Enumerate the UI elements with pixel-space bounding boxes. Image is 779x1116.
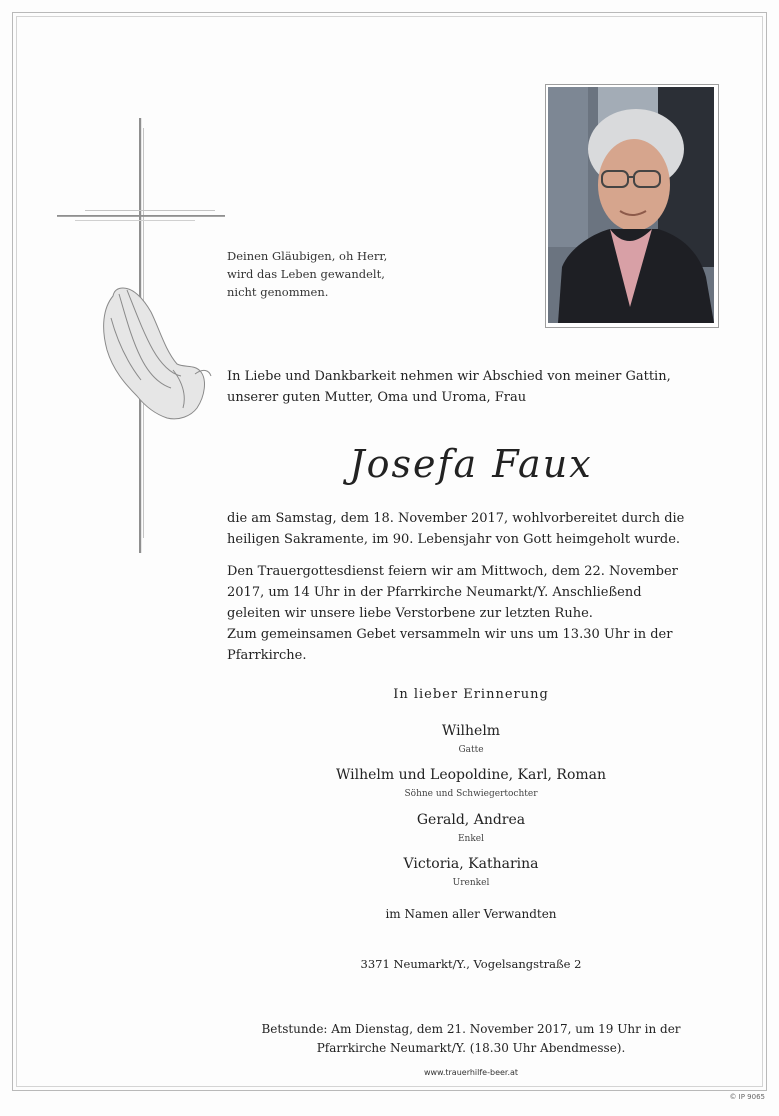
service-line: 2017, um 14 Uhr in der Pfarrkirche Neumarkt/Y. Anschließend — [227, 585, 642, 600]
service-line: Zum gemeinsamen Gebet versammeln wir uns um 13.30 Uhr in der — [227, 627, 673, 642]
death-notice-line: die am Samstag, dem 18. November 2017, wohlvorbereitet durch die — [227, 511, 685, 526]
mourner-role: Urenkel — [452, 878, 490, 888]
mourner-role: Enkel — [457, 834, 485, 844]
death-notice — [227, 508, 715, 550]
copyright-note: © IP 9065 — [729, 1093, 765, 1101]
mourner-role: Gatte — [458, 745, 484, 755]
mourner-names: Wilhelm und Leopoldine, Karl, Roman — [335, 767, 607, 783]
intro-text — [227, 366, 715, 408]
service-line: Pfarrkirche. — [227, 648, 307, 663]
service-line: Den Trauergottesdienst feiern wir am Mittwoch, dem 22. November — [227, 564, 678, 579]
prayer-line: Betstunde: Am Dienstag, dem 21. November 2017, um 19 Uhr in der — [261, 1022, 681, 1036]
footer-website-link[interactable]: www.trauerhilfe-beer.at — [423, 1068, 519, 1077]
relatives-line: im Namen aller Verwandten — [385, 907, 557, 921]
death-notice-line: heiligen Sakramente, im 90. Lebensjahr von Gott heimgeholt wurde. — [227, 532, 681, 547]
verse-line: Deinen Gläubigen, oh Herr, — [227, 249, 388, 263]
mourner-names: Gerald, Andrea — [416, 812, 526, 828]
prayer-hour-info — [227, 1020, 715, 1058]
mourner-names: Victoria, Katharina — [403, 856, 539, 872]
mourner-role: Söhne und Schwiegertochter — [404, 789, 538, 799]
service-line: geleiten wir unsere liebe Verstorbene zur letzten Ruhe. — [227, 606, 593, 621]
verse-line: nicht genommen. — [227, 285, 329, 299]
intro-line: In Liebe und Dankbarkeit nehmen wir Abschied von meiner Gattin, — [227, 369, 671, 384]
intro-line: unserer guten Mutter, Oma und Uroma, Frau — [227, 390, 527, 405]
prayer-line: Pfarrkirche Neumarkt/Y. (18.30 Uhr Abendmesse). — [316, 1041, 626, 1055]
memory-heading: In lieber Erinnerung — [393, 687, 549, 702]
funeral-service-info — [227, 561, 715, 666]
deceased-name: Josefa Faux — [349, 442, 593, 486]
family-address: 3371 Neumarkt/Y., Vogelsangstraße 2 — [360, 957, 582, 971]
mourner-names: Wilhelm — [441, 723, 501, 739]
cross-with-praying-hands-icon — [55, 118, 230, 553]
praying-hands-icon — [104, 288, 211, 419]
portrait-photo — [548, 87, 714, 323]
verse-line: wird das Leben gewandelt, — [227, 267, 385, 281]
bible-verse — [227, 247, 447, 301]
